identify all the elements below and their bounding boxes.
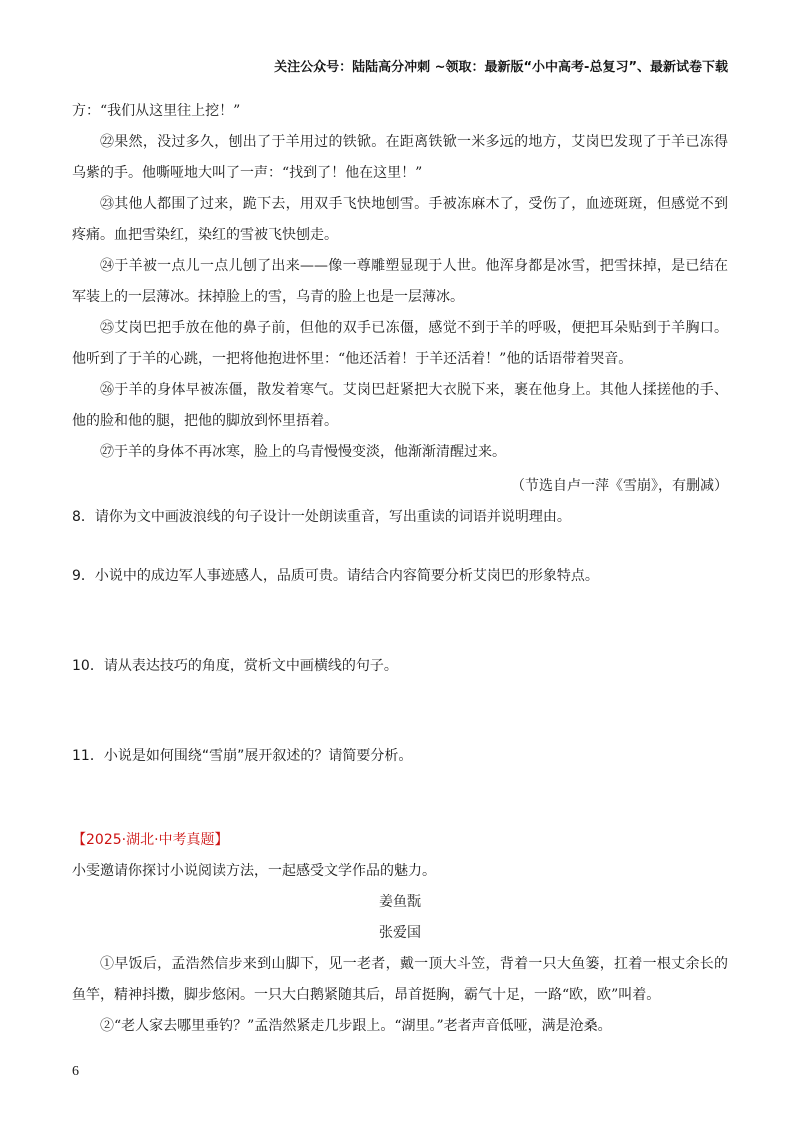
passage-paragraph: ㉓其他人都围了过来，跪下去，用双手飞快地刨雪。手被冻麻木了，受伤了，血迹斑斑，但感觉不到疼痛。血把雪染红，染红的雪被飞快刨走。 (72, 196, 728, 243)
passage-paragraph: ㉒果然，没过多久，刨出了于羊用过的铁锨。在距离铁锨一米多远的地方，艾岗巴发现了于羊已冻得乌紫的手。他嘶哑地大叫了一声：“找到了！他在这里！” (72, 134, 728, 181)
section-tag: 【2025·湖北·中考真题】 (72, 832, 229, 848)
passage-paragraph: ㉖于羊的身体早被冻僵，散发着寒气。艾岗巴赶紧把大衣脱下来，裹在他身上。其他人揉搓他的手、他的脸和他的腿，把他的脚放到怀里捂着。 (72, 382, 728, 429)
story-paragraph: ②“老人家去哪里垂钓？”孟浩然紧走几步跟上。“湖里。”老者声音低哑，满是沧桑。 (100, 1018, 612, 1034)
question-8: 8．请你为文中画波浪线的句子设计一处朗读重音，写出重读的词语并说明理由。 (72, 509, 571, 525)
intro-text: 小雯邀请你探讨小说阅读方法，一起感受文学作品的魅力。 (72, 863, 436, 879)
story-title: 姜鱼翫 (379, 894, 421, 910)
passage-paragraph: ㉔于羊被一点儿一点儿刨了出来——像一尊雕塑显现于人世。他浑身都是冰雪，把雪抹掉，是已结在军装上的一层薄冰。抹掉脸上的雪，乌青的脸上也是一层薄冰。 (72, 258, 728, 305)
question-10: 10．请从表达技巧的角度，赏析文中画横线的句子。 (72, 658, 398, 674)
question-11: 11．小说是如何围绕“雪崩”展开叙述的？请简要分析。 (72, 748, 413, 764)
page-number: 6 (72, 1064, 79, 1079)
page-content (72, 96, 728, 1042)
story-author: 张爱国 (379, 925, 421, 941)
passage-paragraph: ㉗于羊的身体不再冰寒，脸上的乌青慢慢变淡，他渐渐清醒过来。 (100, 444, 506, 460)
page-header: 关注公众号：陆陆高分冲刺 ~领取：最新版“小中高考-总复习”、最新试卷下载 (274, 60, 728, 75)
question-9: 9．小说中的成边军人事迹感人，品质可贵。请结合内容简要分析艾岗巴的形象特点。 (72, 568, 599, 584)
story-paragraph: ①早饭后，孟浩然信步来到山脚下，见一老者，戴一顶大斗笠，背着一只大鱼篓，扛着一根丈余长的鱼竿，精神抖擞，脚步悠闲。一只大白鹅紧随其后，昂首挺胸，霸气十足，一路“欧，欧”叫着。 (72, 956, 728, 1003)
passage-paragraph: ㉕艾岗巴把手放在他的鼻子前，但他的双手已冻僵，感觉不到于羊的呼吸，便把耳朵贴到于羊胸口。他听到了于羊的心跳，一把将他抱进怀里：“他还活着！于羊还活着！”他的话语带着哭音。 (72, 320, 728, 367)
passage-source: （节选自卢一萍《雪崩》，有删减） (511, 478, 728, 494)
passage-paragraph: 方：“我们从这里往上挖！” (72, 103, 241, 119)
